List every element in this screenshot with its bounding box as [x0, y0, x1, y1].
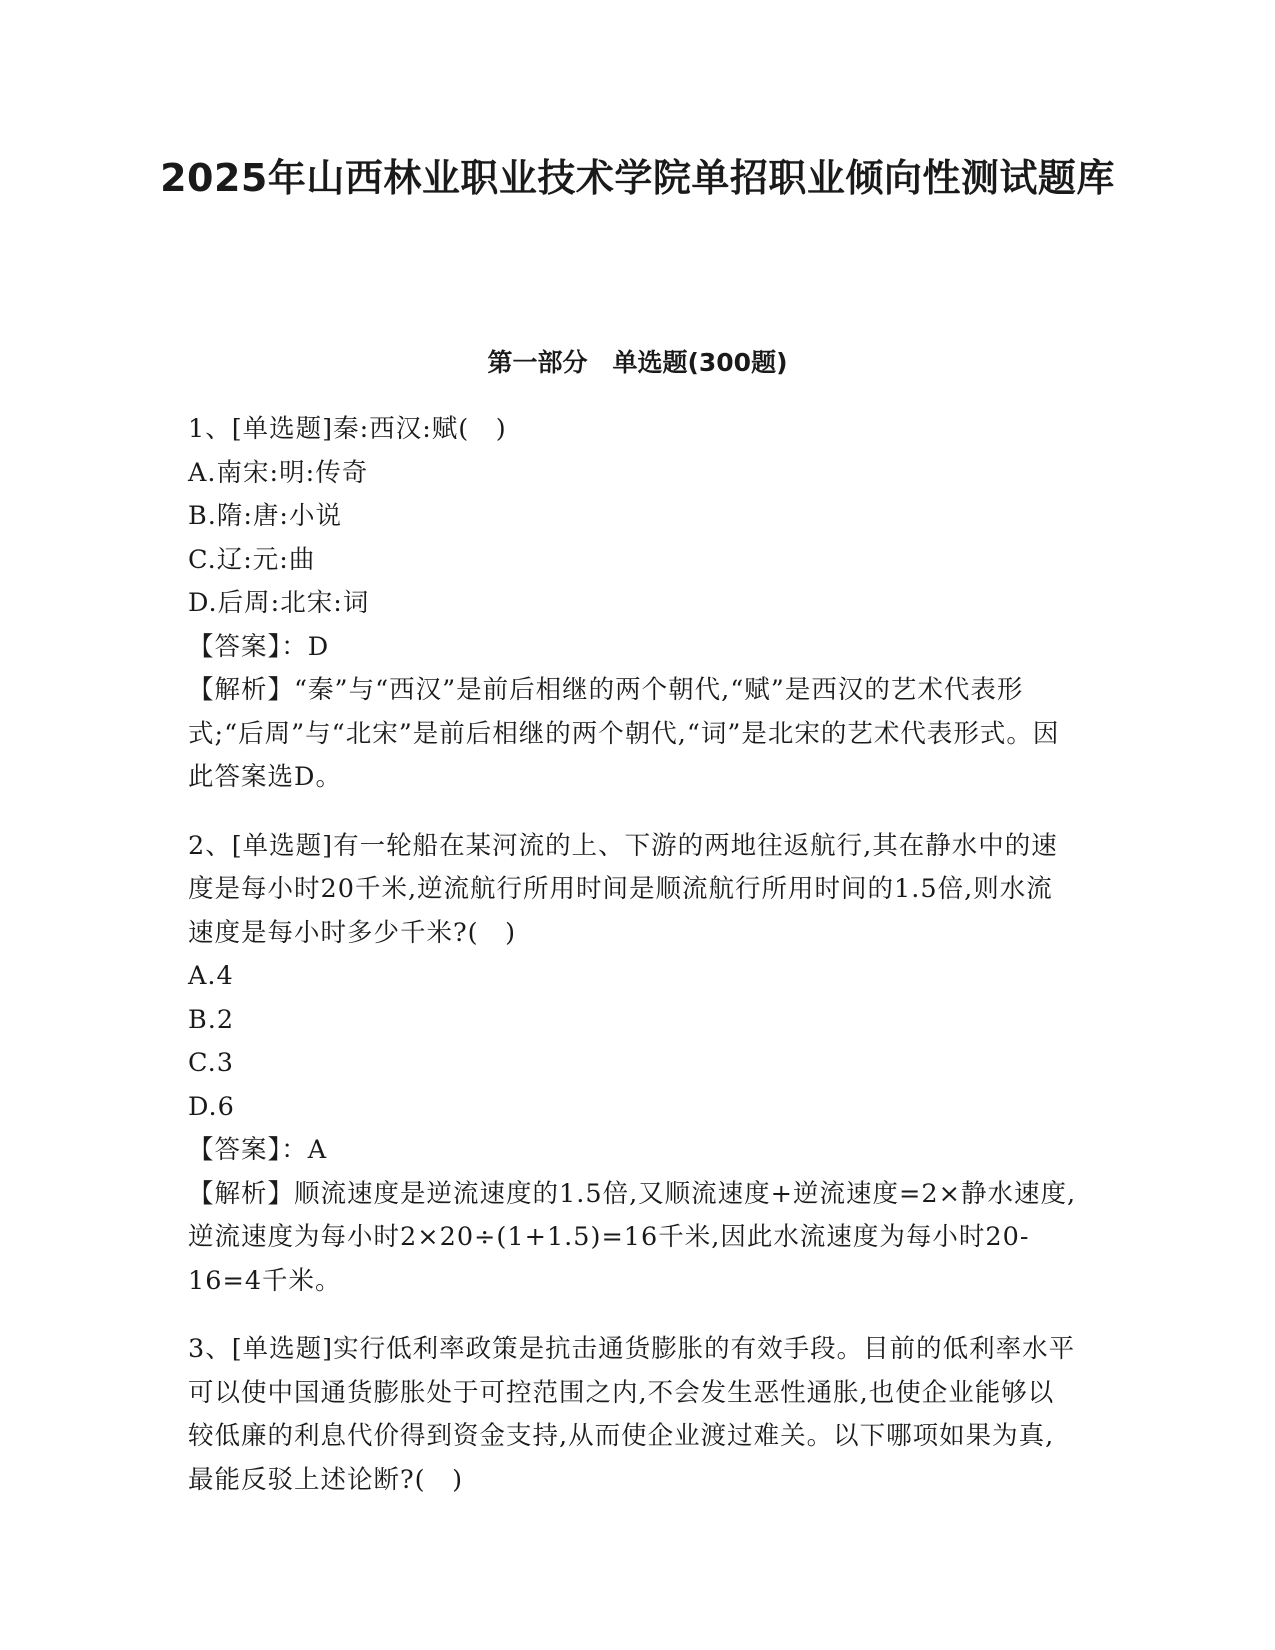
explanation-label: 【解析】	[188, 675, 295, 705]
explanation-text: “秦”与“西汉”是前后相继的两个朝代,“赋”是西汉的艺术代表形式;“后周”与“北宋”是前后相继的两个朝代,“词”是北宋的艺术代表形式。因此答案选D。	[188, 675, 1060, 792]
option-b: B.2	[188, 1004, 235, 1035]
answer-line	[188, 1129, 1078, 1173]
question-3	[188, 1328, 1078, 1502]
answer-label: 【答案】：	[188, 631, 308, 662]
question-2	[188, 825, 1078, 1304]
explanation-line	[188, 1173, 1078, 1304]
answer-line	[188, 626, 1078, 670]
explanation-text: 顺流速度是逆流速度的1.5倍,又顺流速度+逆流速度=2×静水速度,逆流速度为每小时2×20÷(1+1.5)=16千米,因此水流速度为每小时20-16=4千米。	[188, 1178, 1077, 1296]
answer-value: A	[307, 1135, 328, 1165]
question-stem: 1、[单选题]秦:西汉:赋( )	[188, 414, 507, 444]
option-c: C.3	[188, 1048, 234, 1078]
option-a: A.4	[188, 961, 234, 991]
answer-value: D	[307, 631, 330, 662]
section-heading: 第一部分 单选题(300题)	[487, 348, 788, 377]
option-d: D.后周:北宋:词	[188, 588, 370, 618]
option-a: A.南宋:明:传奇	[188, 457, 369, 488]
option-d: D.6	[188, 1091, 235, 1122]
page-title: 2025年山西林业职业技术学院单招职业倾向性测试题库	[160, 156, 1115, 200]
question-list	[188, 408, 1078, 1502]
option-b: B.隋:唐:小说	[188, 501, 343, 531]
question-stem: 2、[单选题]有一轮船在某河流的上、下游的两地往返航行,其在静水中的速度是每小时20千米,逆流航行所用时间是顺流航行所用时间的1.5倍,则水流速度是每小时多少千米?( )	[188, 830, 1058, 948]
question-1	[188, 408, 1078, 800]
option-c: C.辽:元:曲	[188, 544, 316, 575]
question-stem: 3、[单选题]实行低利率政策是抗击通货膨胀的有效手段。目前的低利率水平可以使中国通货膨胀处于可控范围之内,不会发生恶性通胀,也使企业能够以较低廉的利息代价得到资金支持,从而使企业渡过难关。以下哪项如果为真,最能反驳上述论断?( )	[188, 1334, 1076, 1495]
explanation-line	[188, 669, 1078, 800]
explanation-label: 【解析】	[188, 1178, 295, 1209]
answer-label: 【答案】：	[188, 1135, 308, 1165]
